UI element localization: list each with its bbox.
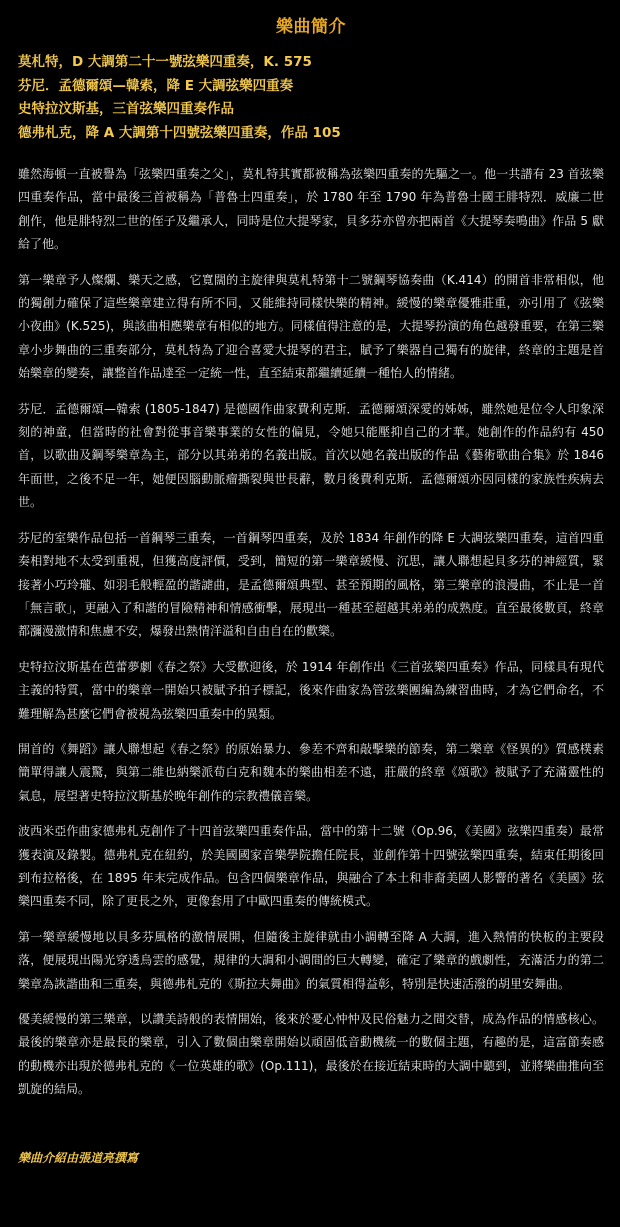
work-item-mozart: 莫札特，D 大調第二十一號弦樂四重奏，K. 575 [18,54,312,70]
page-title: 樂曲簡介 [276,17,346,37]
paragraph-dvorak-intro: 波西米亞作曲家德弗札克創作了十四首弦樂四重奏作品，當中的第十二號（Op.96，《美國》弦樂四重奏）最常獲表演及錄製。德弗札克在紐約，於美國國家音樂學院擔任院長，並創作第十四號弦樂四重奏，結束任期後回到布拉格後，在 1895 年末完成作品。包含四個樂章作品，與融合了本土和非裔美國人影響的著名《美國》弦樂四重奏不同，除了更長之外，更像套用了中歐四重奏的傳統模式。 [18,824,604,909]
notes-body [18,163,604,1102]
work-item-stravinsky: 史特拉汶斯基，三首弦樂四重奏作品 [18,101,234,117]
paragraph-mozart-intro: 雖然海頓一直被譽為「弦樂四重奏之父」，莫札特其實都被稱為弦樂四重奏的先驅之一。他一共譜有 23 首弦樂四重奏作品，當中最後三首被稱為「普魯士四重奏」，於 1780 年至 1790 年為普魯士國王腓特烈．威廉二世創作，他是腓特烈二世的侄子及繼承人，同時是位大提琴家，貝多芬亦曾亦把兩首《大提琴奏鳴曲》作品 5 獻給了他。 [18,167,604,252]
work-item-dvorak: 德弗札克，降 A 大調第十四號弦樂四重奏，作品 105 [18,124,341,141]
paragraph-stravinsky-intro: 史特拉汶斯基在芭蕾夢劇《春之祭》大受歡迎後，於 1914 年創作出《三首弦樂四重奏》作品，同樣具有現代主義的特質，當中的樂章一開始只被賦予拍子標記，後來作曲家為管弦樂團編為練習曲時，才為它們命名，不難理解為甚麼它們會被視為弦樂四重奏中的異類。 [18,659,604,721]
paragraph-mozart-movements: 第一樂章予人燦爛、樂天之感，它寬闊的主旋律與莫札特第十二號鋼琴協奏曲（K.414）的開首非常相似，他的獨創力確保了這些樂章建立得有所不同，又能維持同樣快樂的精神。緩慢的樂章優雅莊重，亦引用了《弦樂小夜曲》(K.525)，與該曲相應樂章有相似的地方。同樣值得注意的是，大提琴扮演的角色越發重要，在第三樂章小步舞曲的三重奏部分，莫札特為了迎合喜愛大提琴的君主，賦予了樂器自己獨有的旋律，終章的主題是首始樂章的變奏，讓整首作品達至一定統一性，直至結束都繼續延續一種怡人的情緒。 [18,272,604,381]
paragraph-dvorak-movements-3-4: 優美緩慢的第三樂章，以讚美詩般的表情開始，後來於憂心忡忡及民俗魅力之間交替，成為作品的情感核心。最後的樂章亦是最長的樂章，引入了數個由樂章開始以頑固低音動機統一的數個主題，有趣的是，這富節奏感的動機亦出現於德弗札克的《一位英雄的歌》(Op.111)，最後於在接近結束時的大調中聽到，並將樂曲推向至凱旋的結局。 [18,1012,604,1097]
work-item-hensel: 芬尼．孟德爾頌—韓索，降 E 大調弦樂四重奏 [18,77,294,94]
paragraph-dvorak-movements-1-2: 第一樂章緩慢地以貝多芬風格的激情展開，但隨後主旋律就由小調轉至降 A 大調，進入熱情的快板的主要段落，便展現出陽光穿透烏雲的感覺，規律的大調和小調間的巨大轉變，確定了樂章的戲劇性，充滿活力的第二樂章為詼諧曲和三重奏，與德弗札克的《斯拉夫舞曲》的氣質相得益彰，特別是快速活潑的胡里安舞曲。 [18,929,604,991]
author-credit: 樂曲介紹由張道亮撰寫 [18,1150,139,1165]
paragraph-hensel-intro: 芬尼．孟德爾頌—韓索 (1805-1847) 是德國作曲家費利克斯．孟德爾頌深愛的姊姊，雖然她是位令人印象深刻的神童，但當時的社會對從事音樂事業的女性的偏見，令她只能壓抑自己的才華。她創作的作品約有 450 首，以歌曲及鋼琴樂章為主，部分以其弟弟的名義出版。首次以她名義出版的作品《藝術歌曲合集》於 1846 年面世，之後不足一年，她便因腦動脈瘤撕裂與世長辭，數月後費利克斯．孟德爾頌亦因同樣的家族性疾病去世。 [18,401,604,510]
paragraph-hensel-quartet: 芬尼的室樂作品包括一首鋼琴三重奏，一首鋼琴四重奏，及於 1834 年創作的降 E 大調弦樂四重奏，這首四重奏相對地不太受到重視，但獲高度評價，受到，簡短的第一樂章緩慢、沉思，讓人聯想起貝多芬的神經質，緊接著小巧玲瓏、如羽毛般輕盈的諧謔曲，是孟德爾頌典型、甚至預期的風格，第三樂章的浪漫曲，不止是一首「無言歌」，更融入了和諧的冒險精神和情感衝擊，展現出一種甚至超越其弟弟的成熟度。直至最後數頁，終章都瀰漫激情和焦慮不安，爆發出熱情洋溢和自由自在的歡樂。 [18,530,604,639]
works-list [18,51,604,145]
paragraph-stravinsky-movements: 開首的《舞蹈》讓人聯想起《春之祭》的原始暴力、參差不齊和敲擊樂的節奏，第二樂章《怪異的》質感樸素簡單得讓人震驚，與第二維也納樂派荀白克和魏本的樂曲相差不遠，莊嚴的終章《頌歌》被賦予了充滿靈性的氣息，展望著史特拉汶斯基於晚年創作的宗教禮儀音樂。 [18,741,604,803]
